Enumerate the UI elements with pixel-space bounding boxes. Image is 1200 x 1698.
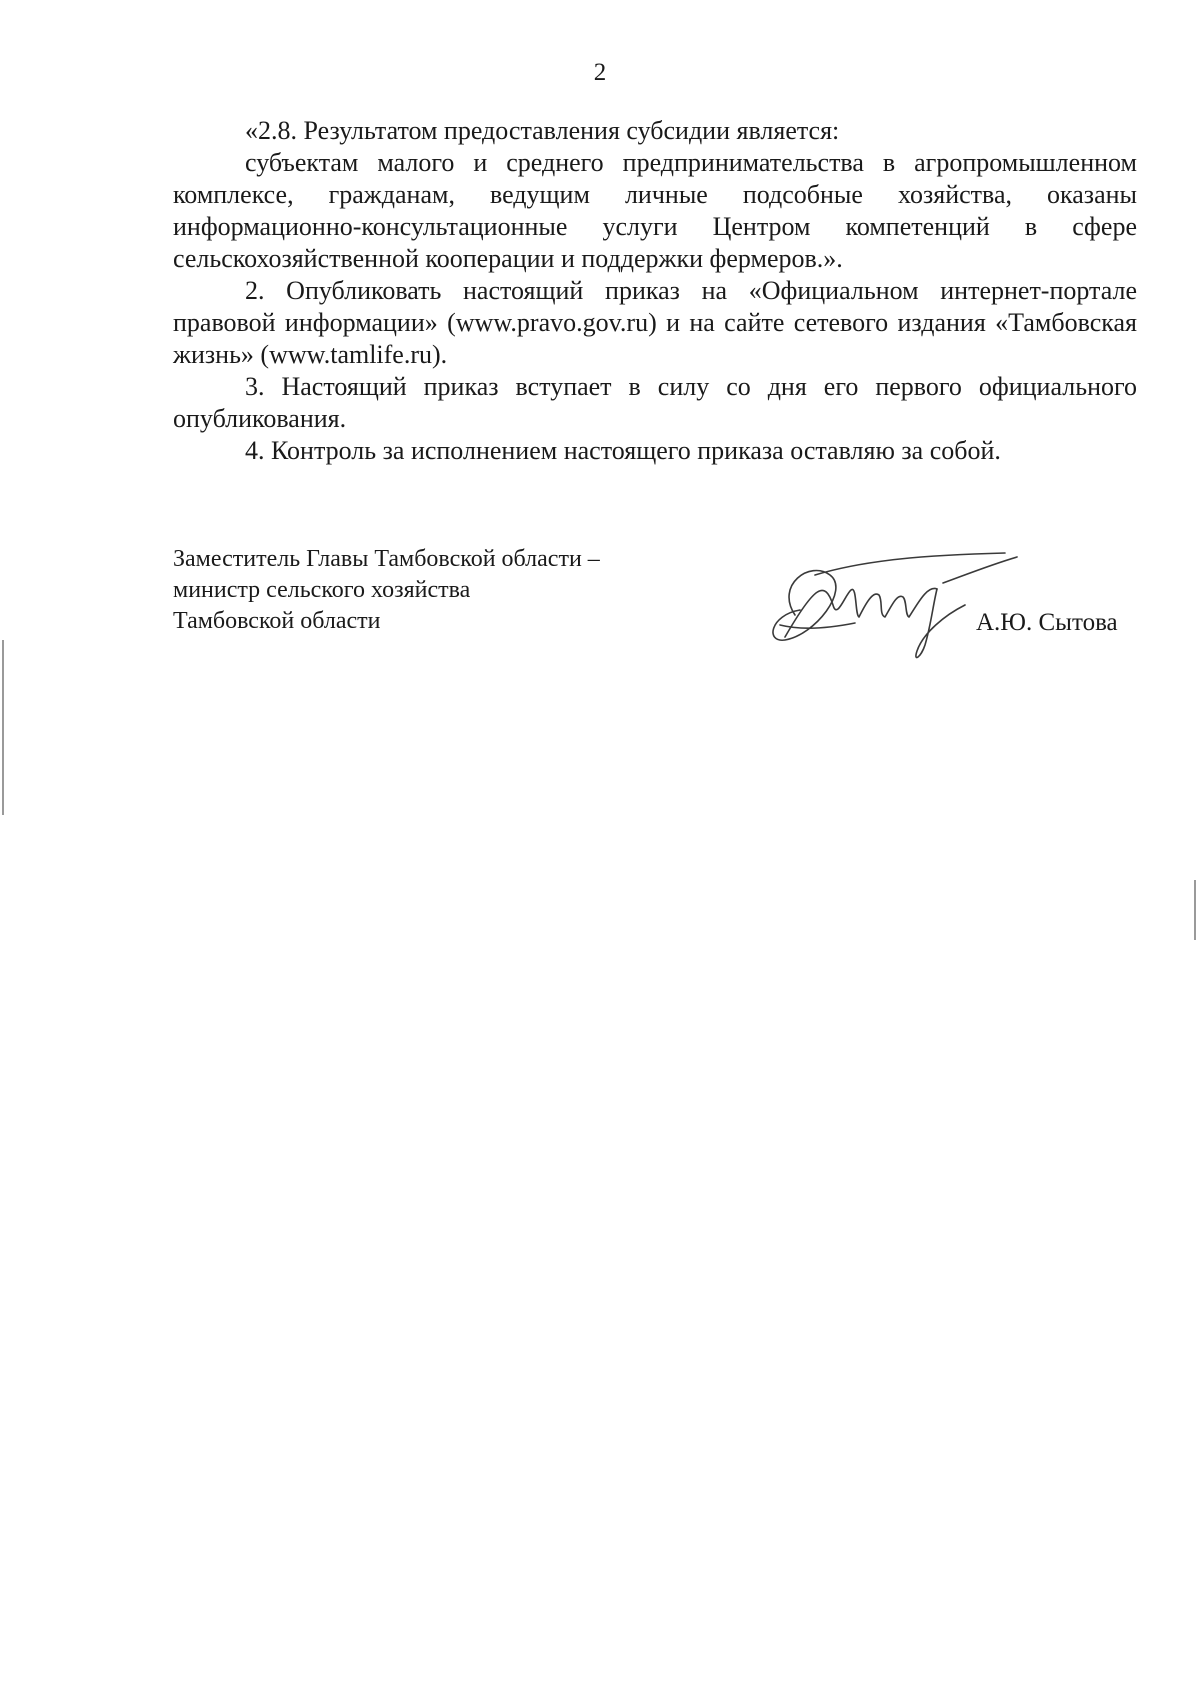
paragraph-clause-2-8-text: субъектам малого и среднего предпринимательства в агропромышленном комплексе, гражданам, ведущим личные подсобные хозяйства, оказаны информационно-консультационные услуги Центром компетенций в сфере сельскохозяйственной кооперации и поддержки фермеров.». bbox=[173, 148, 1137, 273]
paragraph-item-2-publication: 2. Опубликовать настоящий приказ на «Официальном интернет-портале правовой информации» (www.pravo.gov.ru) и на сайте сетевого издания «Тамбовская жизнь» (www.tamlife.ru). bbox=[173, 276, 1137, 369]
page-number: 2 bbox=[593, 59, 607, 86]
signatory-position-line: Заместитель Главы Тамбовской области – bbox=[173, 546, 600, 572]
paragraph-item-3-effective: 3. Настоящий приказ вступает в силу со дня его первого официального опубликования. bbox=[173, 372, 1137, 433]
signatory-position bbox=[173, 544, 673, 637]
scan-edge-mark bbox=[2, 640, 4, 815]
scan-edge-mark bbox=[1194, 880, 1196, 940]
signer-name: А.Ю. Сытова bbox=[976, 609, 1118, 636]
signatory-position-line: Тамбовской области bbox=[173, 608, 381, 634]
document-body bbox=[173, 115, 1137, 467]
paragraph-clause-2-8-heading: «2.8. Результатом предоставления субсидии является: bbox=[245, 116, 840, 145]
paragraph-item-4-control: 4. Контроль за исполнением настоящего приказа оставляю за собой. bbox=[245, 436, 1001, 465]
signatory-position-line: министр сельского хозяйства bbox=[173, 577, 471, 603]
